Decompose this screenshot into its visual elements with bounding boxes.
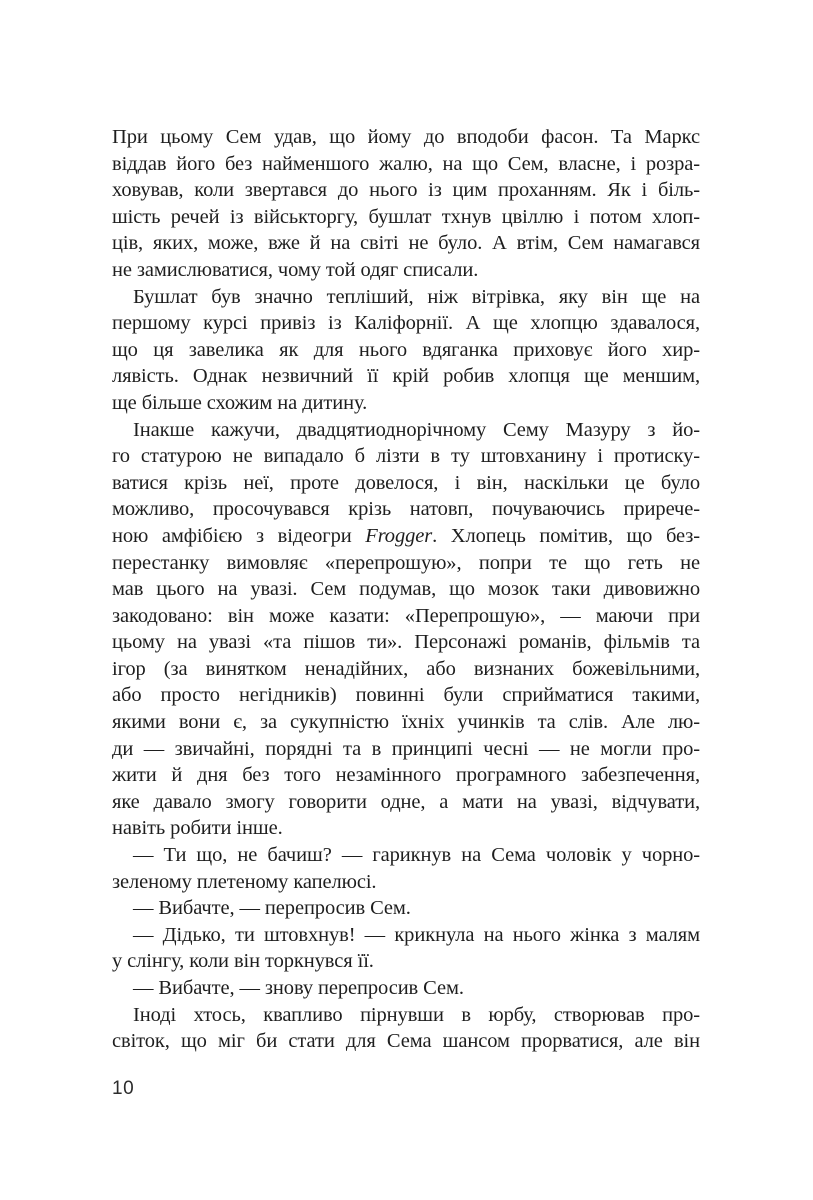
paragraph (112, 975, 700, 1002)
text-line: — Ти що, не бачиш? — гарикнув на Сема чоловік у чорно- (133, 844, 700, 867)
text-line: ватися крізь неї, проте довелося, і він, наскільки це було (112, 471, 700, 494)
page-text (112, 124, 700, 1055)
paragraph (112, 922, 700, 975)
text-line: перестанку вимовляє «перепрошую», попри те що геть не (112, 551, 700, 574)
text-line: Інакше кажучи, двадцятиоднорічному Сему Мазуру з йо- (133, 418, 700, 441)
text-line: або просто негідників) повинні були сприйматися такими, (112, 684, 700, 707)
text-line: не замислюватися, чому той одяг списали. (112, 258, 479, 281)
text-line: у слінгу, коли він торкнувся її. (112, 950, 374, 973)
text-line: віддав його без найменшого жалю, на що Сем, власне, і розра- (112, 152, 700, 175)
text-line: цьому на увазі «та пішов ти». Персонажі романів, фільмів та (112, 631, 700, 654)
text-line: світок, що міг би стати для Сема шансом прорватися, але він (112, 1030, 700, 1053)
text-line: При цьому Сем удав, що йому до вподоби фасон. Та Маркс (112, 126, 700, 148)
text-line: ди — звичайні, порядні та в принципі чесні — не могли про- (112, 737, 700, 760)
text-line: зеленому плетеному капелюсі. (112, 870, 377, 893)
page-number: 10 (112, 1078, 135, 1099)
text-line: го статурою не випадало б лізти в ту штовханину і протиску- (112, 445, 700, 468)
text-line: навіть робити інше. (112, 817, 283, 840)
text-line: ною амфібією з відеогри Frogger. Хлопець помітив, що без- (112, 524, 700, 547)
text-line: шість речей із військторгу, бушлат тхнув цвіллю і потом хлоп- (112, 205, 700, 228)
text-line: ще більше схожим на дитину. (112, 391, 368, 414)
paragraph (112, 1002, 700, 1055)
text-line: Бушлат був значно тепліший, ніж вітрівка, яку він ще на (133, 285, 700, 308)
paragraph (112, 417, 700, 843)
text-line: яке давало змогу говорити одне, а мати на увазі, відчувати, (112, 790, 700, 813)
paragraph (112, 895, 700, 922)
paragraph (112, 124, 700, 284)
text-line: першому курсі привіз із Каліфорнії. А ще хлопцю здавалося, (112, 312, 700, 335)
text-line: — Вибачте, — перепросив Сем. (133, 897, 411, 920)
text-line: що ця завелика як для нього вдяганка приховує його хир- (112, 338, 700, 361)
text-line: мав цього на увазі. Сем подумав, що мозок таки дивовижно (112, 578, 700, 601)
paragraph (112, 842, 700, 895)
text-line: ігор (за винятком ненадійних, або визнаних божевільними, (112, 657, 700, 680)
paragraph (112, 284, 700, 417)
text-line: можливо, просочувався крізь натовп, почуваючись прирече- (112, 498, 700, 521)
text-line: лявість. Однак незвичний її крій робив хлопця ще меншим, (112, 365, 700, 388)
text-line: — Дідько, ти штовхнув! — крикнула на нього жінка з малям (133, 923, 700, 946)
text-line: — Вибачте, — знову перепросив Сем. (133, 977, 464, 999)
text-line: жити й дня без того незамінного програмного забезпечення, (112, 764, 700, 787)
text-line: закодовано: він може казати: «Перепрошую», — маючи при (112, 604, 700, 627)
text-line: ців, яких, може, вже й на світі не було. А втім, Сем намагався (112, 232, 700, 255)
text-line: Іноді хтось, квапливо пірнувши в юрбу, створював про- (133, 1003, 700, 1026)
text-line: якими вони є, за сукупністю їхніх учинків та слів. Але лю- (112, 711, 700, 734)
text-line: ховував, коли звертався до нього із цим проханням. Як і біль- (112, 179, 700, 202)
